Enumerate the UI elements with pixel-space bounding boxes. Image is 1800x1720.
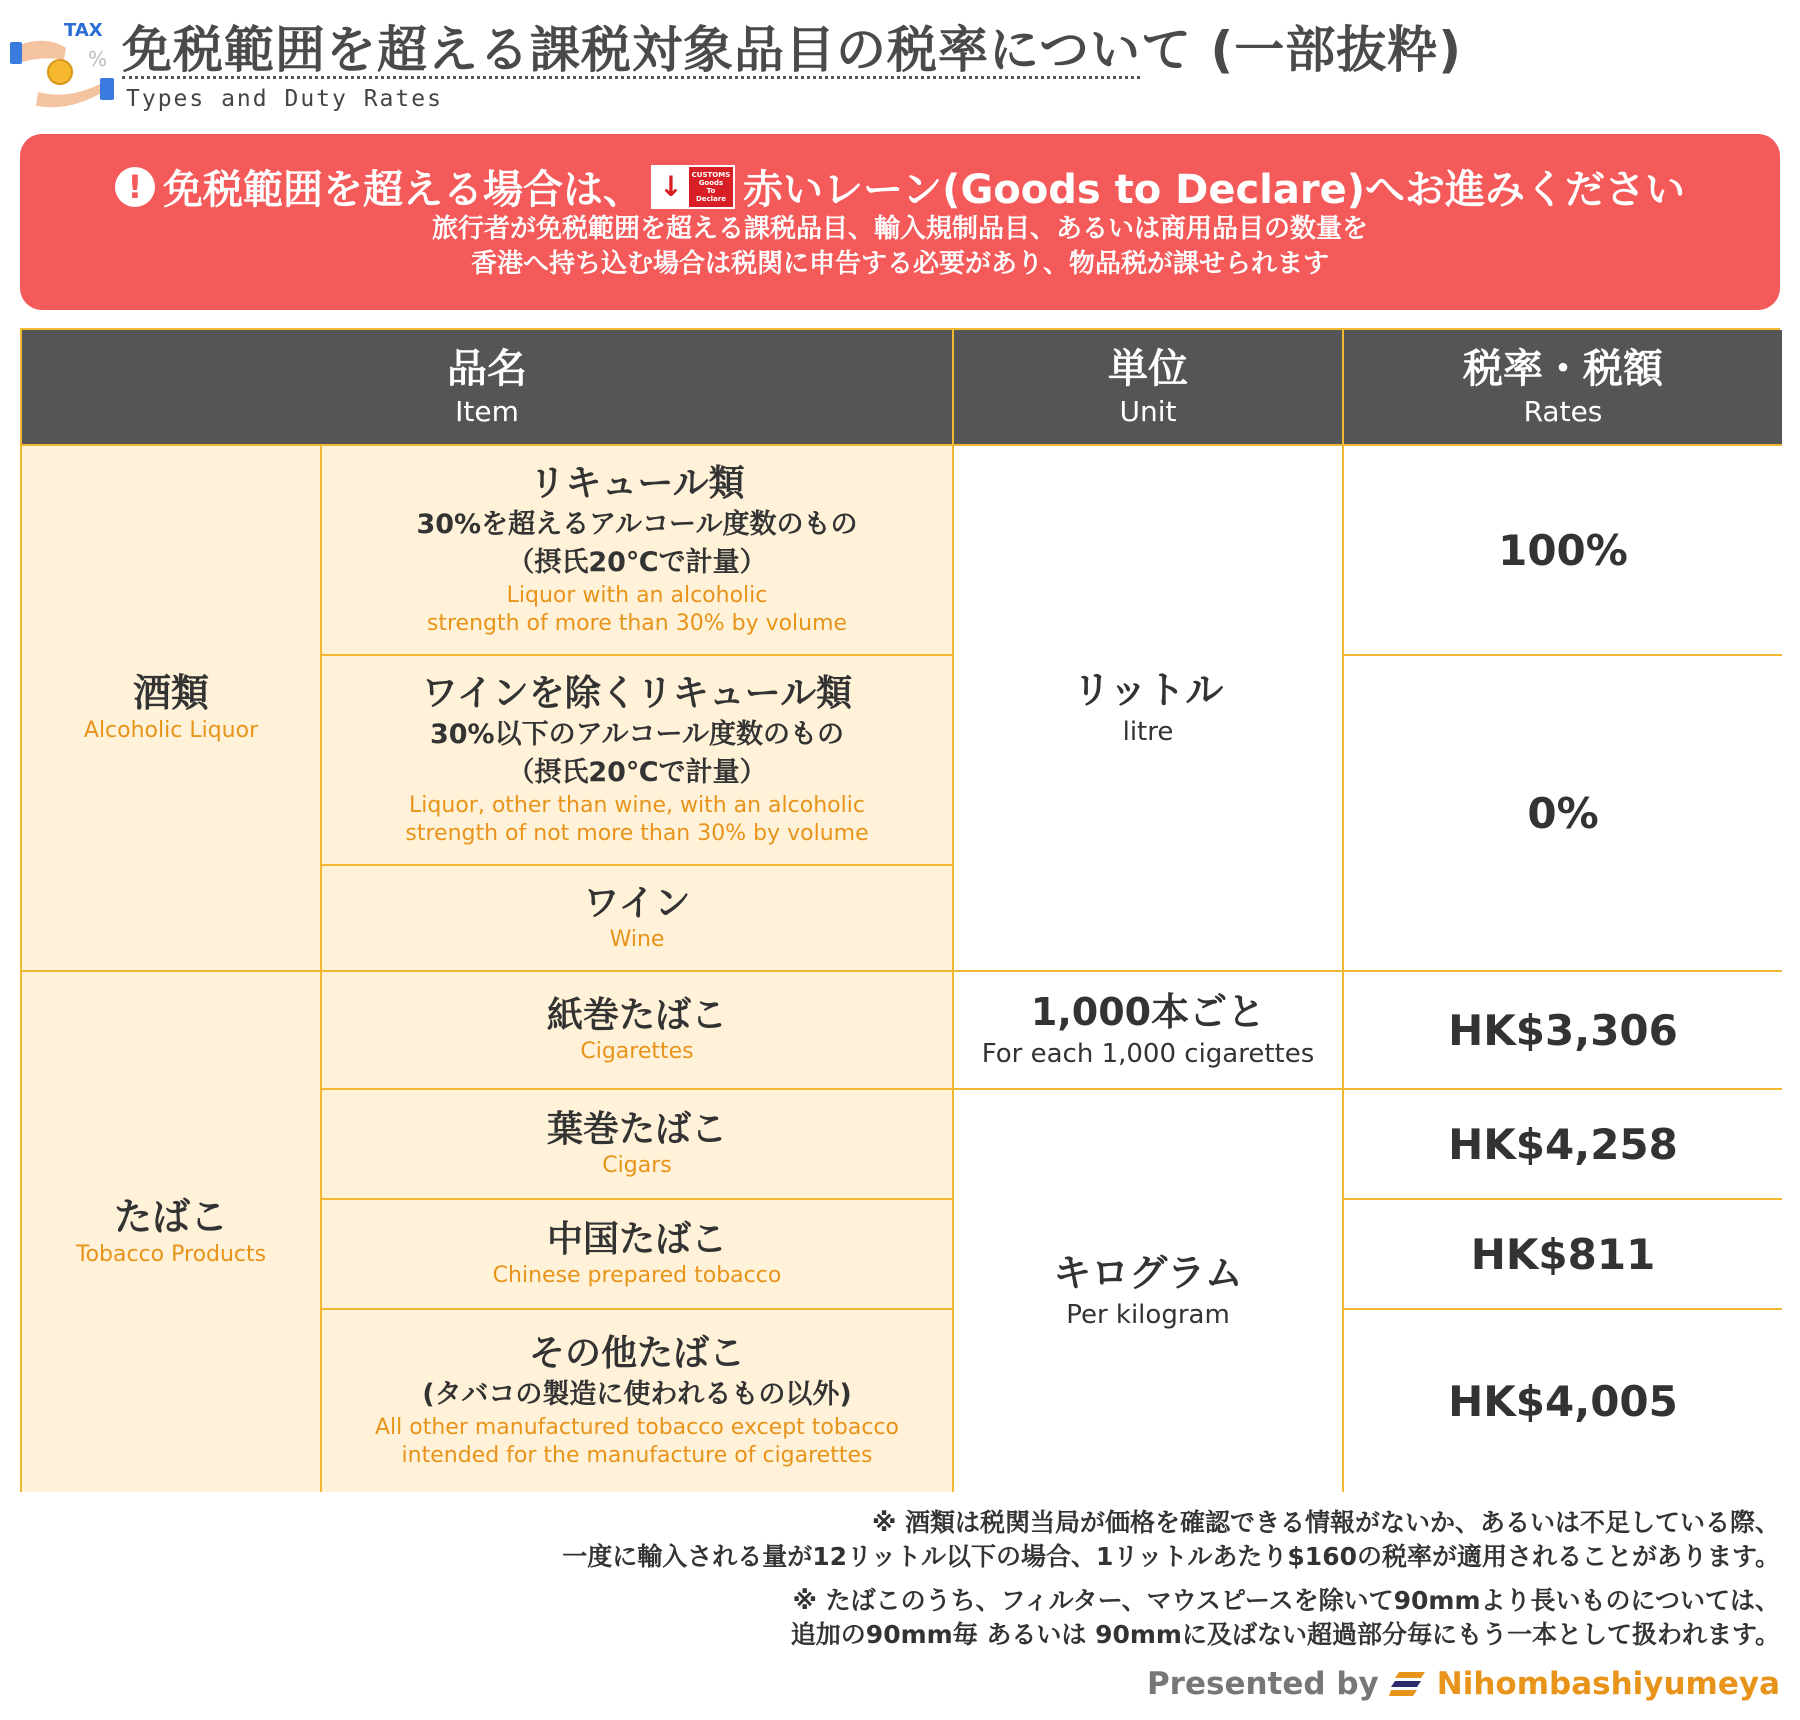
down-arrow-icon: ↓ (653, 167, 689, 207)
presented-by (1147, 1666, 1780, 1702)
header-unit: 単位 Unit (954, 330, 1344, 446)
item-chinese-tobacco: 中国たばこ Chinese prepared tobacco (322, 1200, 954, 1310)
header-item: 品名 Item (22, 330, 954, 446)
duty-rates-table (20, 328, 1780, 1492)
item-other-tobacco: その他たばこ (タバコの製造に使われるもの以外) All other manufactured tobacco except tobacco intended for the manufacture of cigarettes (322, 1310, 954, 1492)
svg-text:%: % (88, 47, 108, 71)
banner-headline-pre: 免税範囲を超える場合は、 (162, 167, 643, 213)
item-wine: ワイン Wine (322, 866, 954, 972)
banner-line-1: 旅行者が免税範囲を超える課税品目、輸入規制品目、あるいは商用品目の数量を (431, 214, 1368, 244)
page-title: 免税範囲を超える課税対象品目の税率について (一部抜粋) (122, 21, 1463, 79)
hand-coin-tax-icon (8, 14, 118, 114)
banner-description (20, 212, 1780, 282)
exclamation-icon: ! (115, 167, 155, 207)
item-cigars: 葉巻たばこ Cigars (322, 1090, 954, 1200)
note-alcohol-line-2: 一度に輸入される量が12リットル以下の場合、1リットルあたり$160の税率が適用されることがあります。 (562, 1542, 1780, 1571)
item-liquor-under-30: ワインを除くリキュール類 30%以下のアルコール度数のもの （摂氏20℃で計量） Liquor, other than wine, with an alcoholic strength of not more than 30% by volume (322, 656, 954, 866)
rate-cigars: HK$4,258 (1344, 1090, 1782, 1200)
rate-cigarettes: HK$3,306 (1344, 972, 1782, 1090)
unit-per-1000: 1,000本ごと For each 1,000 cigarettes (954, 972, 1344, 1090)
banner-headline-post: 赤いレーン(Goods to Declare)へお進みください (742, 167, 1686, 213)
footnotes (20, 1506, 1780, 1652)
note-alcohol-line-1: ※ 酒類は税関当局が価格を確認できる情報がないか、あるいは不足している際、 (871, 1508, 1780, 1537)
item-cigarettes: 紙巻たばこ Cigarettes (322, 972, 954, 1090)
unit-litre: リットル litre (954, 446, 1344, 972)
goods-to-declare-sign-icon (651, 165, 735, 209)
banner-line-2: 香港へ持ち込む場合は税関に申告する必要があり、物品税が課せられます (470, 249, 1329, 279)
item-liquor-over-30: リキュール類 30%を超えるアルコール度数のもの （摂氏20℃で計量） Liquor with an alcoholic strength of more than 30% by volume (322, 446, 954, 656)
brand-name: Nihombashiyumeya (1436, 1666, 1780, 1702)
category-alcohol: 酒類 Alcoholic Liquor (22, 446, 322, 972)
page-subtitle: Types and Duty Rates (126, 86, 443, 112)
rate-liquor-over-30: 100% (1344, 446, 1782, 656)
unit-kilogram: キログラム Per kilogram (954, 1090, 1344, 1492)
declare-banner (20, 134, 1780, 310)
header-rates: 税率・税額 Rates (1344, 330, 1782, 446)
brand-stripes-icon (1389, 1670, 1427, 1698)
rate-other-tobacco: HK$4,005 (1344, 1310, 1782, 1492)
rate-liquor-wine: 0% (1344, 656, 1782, 972)
rate-chinese-tobacco: HK$811 (1344, 1200, 1782, 1310)
category-tobacco: たばこ Tobacco Products (22, 972, 322, 1492)
note-tobacco-line-1: ※ たばこのうち、フィルター、マウスピースを除いて90mmより長いものについては、 (792, 1586, 1780, 1615)
title-divider (122, 76, 1140, 79)
note-tobacco-line-2: 追加の90mm毎 あるいは 90mmに及ばない超過部分毎にもう一本として扱われます。 (790, 1620, 1780, 1649)
banner-headline (20, 158, 1780, 215)
sign-text: CUSTOMS Goods To Declare (691, 170, 731, 203)
presented-by-label: Presented by (1146, 1666, 1379, 1702)
tax-label: TAX (64, 20, 103, 41)
